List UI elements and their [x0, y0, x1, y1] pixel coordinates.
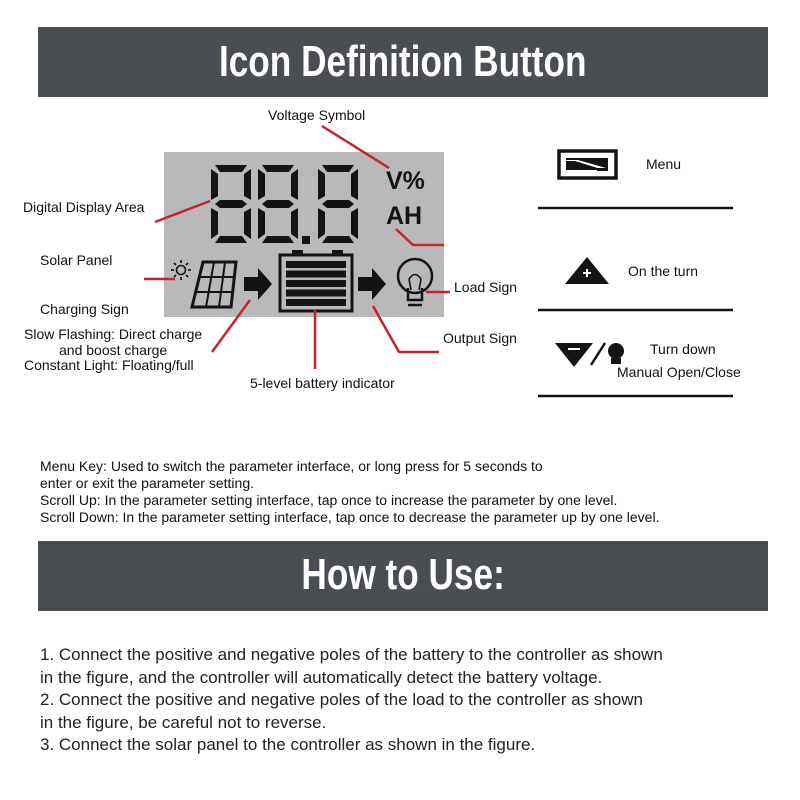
- label-battery-indicator: 5-level battery indicator: [250, 375, 395, 391]
- label-load-sign: Load Sign: [454, 279, 518, 295]
- label-voltage-symbol: Voltage Symbol: [268, 107, 366, 123]
- label-menu-button: Menu: [646, 156, 682, 172]
- instruction-line: Scroll Up: In the parameter setting interface, tap once to increase the parameter by one level.: [40, 492, 618, 508]
- step-line: 1. Connect the positive and negative poles of the battery to the controller as shown: [40, 645, 663, 664]
- menu-icon: [559, 151, 616, 178]
- page-title: Icon Definition Button: [219, 37, 587, 86]
- section-title: How to Use:: [301, 550, 505, 599]
- label-charging-sign: Charging Sign: [40, 301, 129, 317]
- step-line: in the figure, be careful not to reverse.: [40, 712, 327, 732]
- label-solar-panel: Solar Panel: [40, 252, 113, 268]
- label-turn-down: Turn down: [650, 341, 716, 357]
- up-arrow-icon: [565, 257, 609, 284]
- label-on-the-turn: On the turn: [628, 263, 699, 279]
- label-manual-open-close: Manual Open/Close: [617, 364, 741, 380]
- step-line: in the figure, and the controller will automatically detect the battery voltage.: [40, 667, 603, 687]
- label-constant-light: Constant Light: Floating/full: [24, 357, 194, 373]
- instruction-line: Scroll Down: In the parameter setting interface, tap once to decrease the parameter up by one level.: [40, 509, 660, 525]
- label-slow-flashing: Slow Flashing: Direct charge: [24, 326, 203, 342]
- step-line: 2. Connect the positive and negative poles of the load to the controller as shown: [40, 690, 643, 709]
- lcd-unit-voltage-percent: V%: [386, 167, 425, 195]
- label-output-sign: Output Sign: [443, 330, 517, 346]
- instruction-line: Menu Key: Used to switch the parameter interface, or long press for 5 seconds to: [40, 458, 543, 474]
- down-arrow-bulb-icon: [555, 343, 624, 367]
- key-instructions: [40, 458, 659, 526]
- usage-steps: [40, 644, 663, 757]
- step-line: 3. Connect the solar panel to the controller as shown in the figure.: [40, 735, 536, 754]
- label-slow-flashing-cont: and boost charge: [59, 342, 168, 358]
- lcd-unit-amp-hour: AH: [386, 202, 423, 230]
- section-banner: [38, 541, 768, 611]
- instruction-line: enter or exit the parameter setting.: [40, 475, 254, 491]
- label-digital-display-area: Digital Display Area: [23, 199, 145, 215]
